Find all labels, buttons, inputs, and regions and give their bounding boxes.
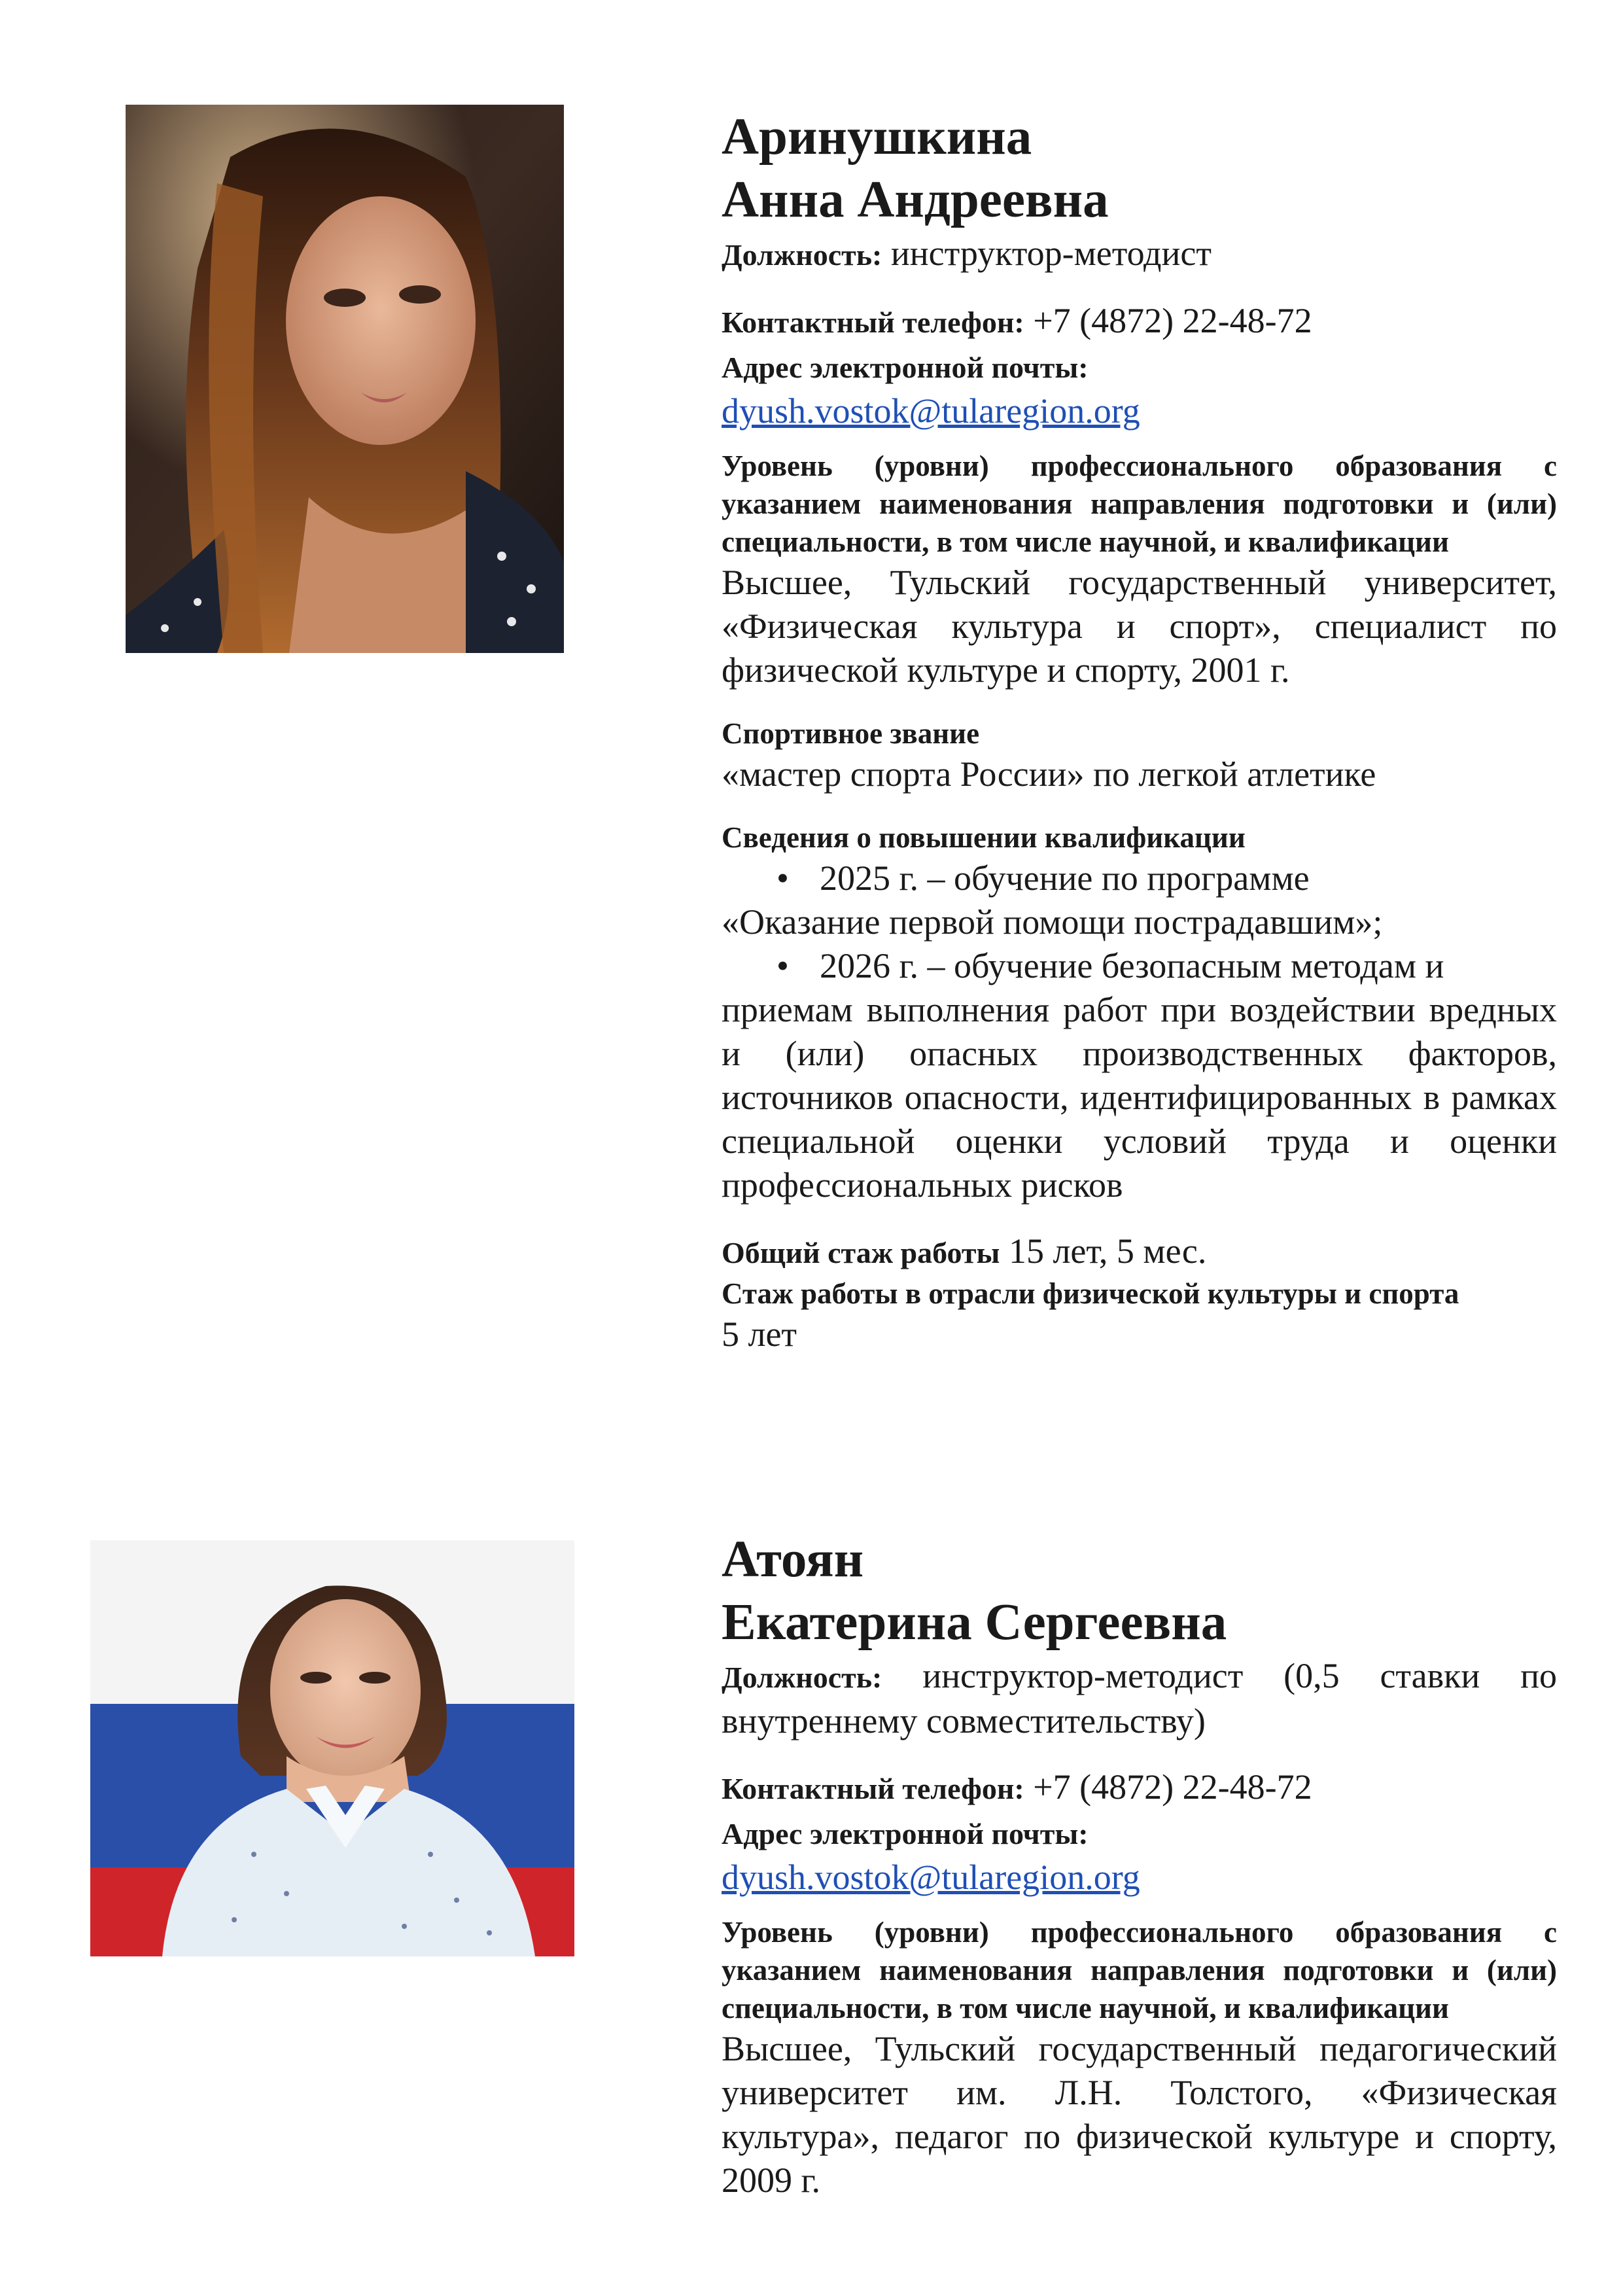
position-row [722, 232, 1557, 277]
position-value: инструктор-методист [890, 234, 1212, 273]
sport-title-value: «мастер спорта России» по легкой атлетике [722, 754, 1376, 794]
total-experience-label: Общий стаж работы [722, 1236, 1000, 1269]
phone-row [722, 299, 1557, 344]
qualification-item-1-rest: «Оказание первой помощи пострадавшим»; [722, 902, 1383, 942]
phone-label: Контактный телефон: [722, 1772, 1024, 1805]
qualification-item-2 [722, 944, 1557, 988]
email-label-row [722, 344, 1557, 389]
staff-profile-2 [722, 1528, 1557, 2202]
education-value: Высшее, Тульский государственный университет, «Физическая культура и спорт», специалист по физической культуре и спорту, 2001 г. [722, 563, 1557, 690]
bullet-icon: • [777, 858, 789, 898]
education-value: Высшее, Тульский государственный педагогический университет им. Л.Н. Толстого, «Физическая культура», педагог по физической культуре и спорту, 2009 г. [722, 2029, 1557, 2200]
email-label-row [722, 1810, 1557, 1856]
position-value: инструктор-методист (0,5 ставки по внутреннему совместительству) [722, 1656, 1557, 1740]
portrait-photo-2 [90, 1540, 601, 1956]
email-row [722, 1856, 1557, 1899]
profile-given-names: Анна Андреевна [722, 171, 1109, 228]
position-label: Должность: [722, 238, 882, 272]
qualification-item-1-first-line: 2025 г. – обучение по программе [820, 858, 1310, 898]
education-label: Уровень (уровни) профессионального образования с указанием наименования направления подготовки и (или) специальности, в том числе научной, и квалификации [722, 1916, 1557, 2024]
profile-given-names: Екатерина Сергеевна [722, 1594, 1227, 1651]
email-label: Адрес электронной почты: [722, 351, 1089, 384]
total-experience-value: 15 лет, 5 мес. [1008, 1231, 1207, 1271]
email-label: Адрес электронной почты: [722, 1817, 1089, 1850]
email-link[interactable]: dyush.vostok@tularegion.org [722, 1858, 1140, 1897]
phone-value: +7 (4872) 22-48-72 [1033, 1767, 1312, 1807]
qualification-item-2-rest: приемам выполнения работ при воздействии вредных и (или) опасных производственных факторов, источников опасности, идентифицированных в рамках специальной оценки условий труда и оценки профессиональных рисков [722, 990, 1557, 1205]
bullet-icon: • [777, 946, 789, 985]
profile-surname: Аринушкина [722, 109, 1032, 166]
staff-profile-1 [722, 106, 1557, 1356]
phone-value: +7 (4872) 22-48-72 [1033, 301, 1312, 340]
position-row [722, 1654, 1557, 1743]
portrait-2-image [90, 1540, 601, 1956]
phone-row [722, 1765, 1557, 1810]
email-link[interactable]: dyush.vostok@tularegion.org [722, 391, 1140, 431]
qualification-item-1 [722, 857, 1557, 900]
education-label: Уровень (уровни) профессионального образования с указанием наименования направления подготовки и (или) специальности, в том числе научной, и квалификации [722, 450, 1557, 558]
profile-surname: Атоян [722, 1531, 864, 1588]
qualification-label: Сведения о повышении квалификации [722, 821, 1246, 854]
total-experience-row [722, 1229, 1557, 1275]
qualification-item-2-first-line: 2026 г. – обучение безопасным методам и [820, 946, 1444, 985]
industry-experience-label: Стаж работы в отрасли физической культуры и спорта [722, 1277, 1459, 1310]
phone-label: Контактный телефон: [722, 306, 1024, 339]
sport-title-label: Спортивное звание [722, 717, 980, 750]
position-label: Должность: [722, 1661, 882, 1694]
portrait-1-image [126, 105, 564, 653]
portrait-photo-1 [126, 105, 564, 653]
email-row [722, 389, 1557, 433]
industry-experience-value: 5 лет [722, 1315, 797, 1354]
